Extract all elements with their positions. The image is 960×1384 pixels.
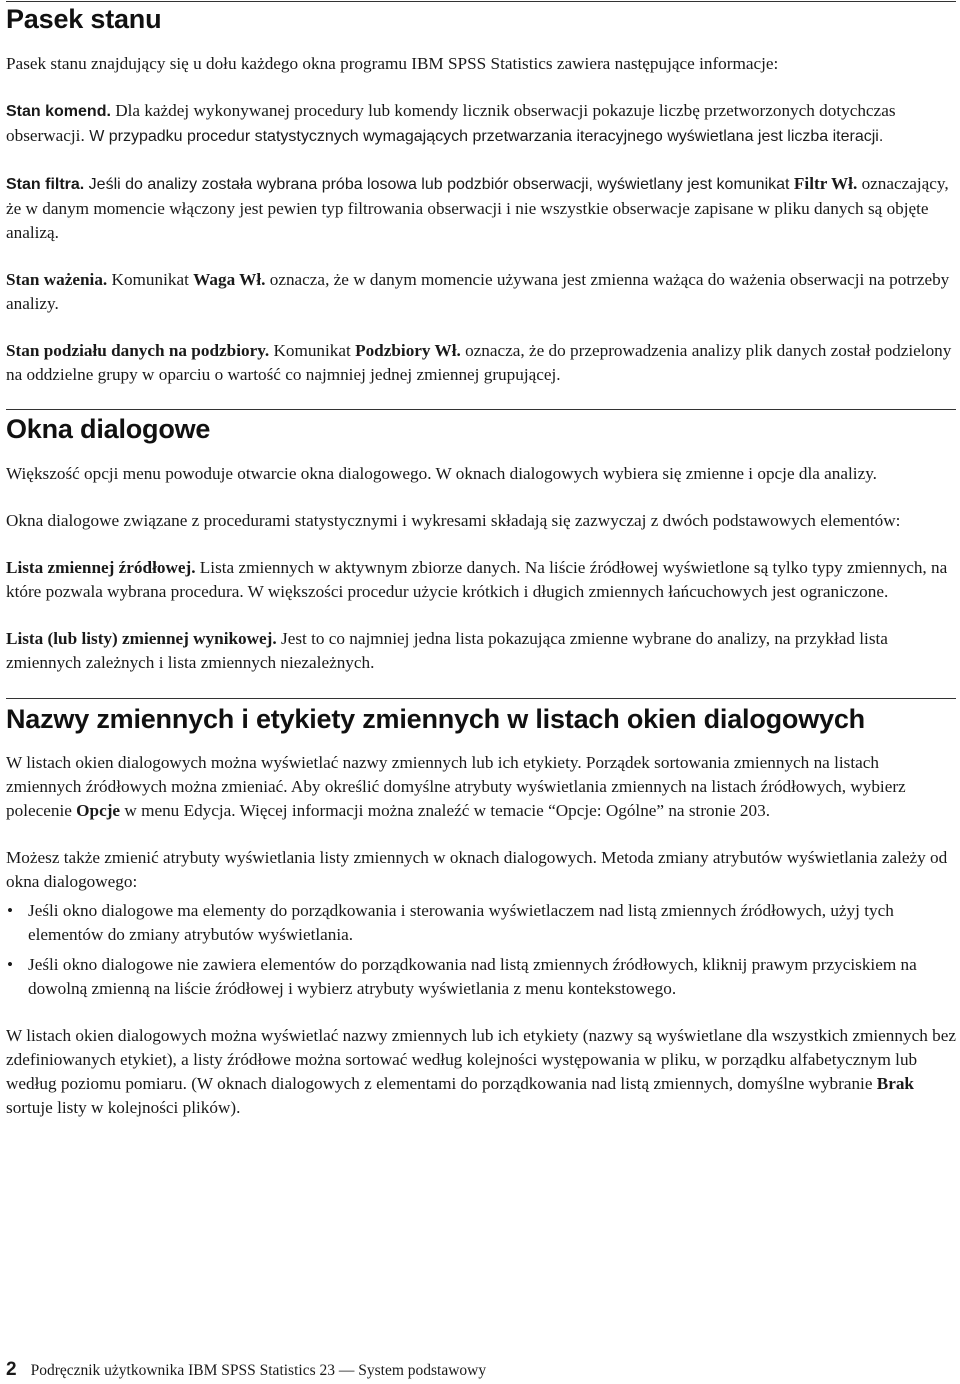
paragraph: Okna dialogowe związane z procedurami statystycznymi i wykresami składają się zazwyczaj z dwóch podstawowych elementów:: [6, 511, 901, 530]
section-divider: [6, 409, 956, 410]
term: Lista (lub listy) zmiennej wynikowej.: [6, 629, 277, 648]
list-item: • Jeśli okno dialogowe nie zawiera elementów do porządkowania nad listą zmiennych źródłowych, kliknij prawym przyciskiem na dowolną zmienną na liście źródłowej i wybierz atrybuty wyświetlania z menu kontekstowego.: [7, 955, 917, 998]
term: Stan podziału danych na podzbiory.: [6, 341, 270, 360]
paragraph: W listach okien dialogowych można wyświetlać nazwy zmiennych lub ich etykiety. Porządek sortowania zmiennych na listach zmiennych źródłowych można zmieniać. Aby określić domyślne atrybuty wyświetlania zmiennych na listach źródłowych, wybierz polecenie Opcje w menu Edycja. Więcej informacji można znaleźć w temacie “Opcje: Ogólne” na stronie 203.: [6, 753, 906, 820]
page-footer: [6, 1359, 486, 1381]
term: Stan komend.: [6, 103, 111, 120]
bullet-icon: •: [7, 955, 14, 974]
term: Lista zmiennej źródłowej.: [6, 558, 196, 577]
section-divider: [6, 1, 956, 2]
command: Brak: [876, 1074, 914, 1093]
term: Stan ważenia.: [6, 270, 108, 289]
paragraph: Stan komend. Dla każdej wykonywanej procedury lub komendy licznik obserwacji pokazuje liczbę przetworzonych dotychczas obserwacji. W przypadku procedur statystycznych wymagających przetwarzania iteracyjnego wyświetlana jest liczba iteracji.: [6, 101, 896, 145]
message: Podzbiory Wł.: [355, 341, 461, 360]
section-title: Okna dialogowe: [6, 414, 211, 444]
section-status-bar: [6, 1, 956, 387]
paragraph: Stan podziału danych na podzbiory. Komunikat Podzbiory Wł. oznacza, że do przeprowadzenia analizy plik danych został podzielony na oddzielne grupy w oparciu o wartość co najmniej jednej zmiennej grupującej.: [6, 341, 952, 384]
document-page: [6, 0, 956, 1120]
command: Opcje: [76, 801, 121, 820]
section-variable-names-labels: [6, 698, 956, 1120]
list-item: • Jeśli okno dialogowe ma elementy do porządkowania i sterowania wyświetlaczem nad listą zmiennych źródłowych, użyj tych elementów do zmiany atrybutów wyświetlania.: [7, 901, 894, 944]
page-number: 2: [6, 1359, 17, 1380]
footer-text: Podręcznik użytkownika IBM SPSS Statistics 23 — System podstawowy: [30, 1362, 487, 1379]
paragraph: Większość opcji menu powoduje otwarcie okna dialogowego. W oknach dialogowych wybiera się zmienne i opcje dla analizy.: [6, 464, 877, 483]
paragraph: Lista (lub listy) zmiennej wynikowej. Jest to co najmniej jedna lista pokazująca zmienne wybrane do analizy, na przykład lista zmiennych zależnych i lista zmiennych niezależnych.: [6, 629, 888, 672]
message: Waga Wł.: [193, 270, 266, 289]
bullet-icon: •: [7, 901, 14, 920]
paragraph: Stan filtra. Jeśli do analizy została wybrana próba losowa lub podzbiór obserwacji, wyświetlany jest komunikat Filtr Wł. oznaczający, że w danym momencie włączony jest pewien typ filtrowania obserwacji i nie wszystkie obserwacje zapisane w pliku danych są objęte analizą.: [6, 174, 949, 242]
section-title: Pasek stanu: [6, 4, 162, 34]
term: Stan filtra.: [6, 176, 85, 193]
paragraph: Pasek stanu znajdujący się u dołu każdego okna programu IBM SPSS Statistics zawiera następujące informacje:: [6, 54, 779, 73]
section-dialog-boxes: [6, 409, 956, 675]
paragraph: Możesz także zmienić atrybuty wyświetlania listy zmiennych w oknach dialogowych. Metoda zmiany atrybutów wyświetlania zależy od okna dialogowego:: [6, 848, 948, 891]
section-title: Nazwy zmiennych i etykiety zmiennych w listach okien dialogowych: [6, 704, 865, 734]
section-divider: [6, 698, 956, 699]
paragraph: W listach okien dialogowych można wyświetlać nazwy zmiennych lub ich etykiety (nazwy są wyświetlane dla wszystkich zmiennych bez zdefiniowanych etykiet), a listy źródłowe można sortować według kolejności występowania w pliku, w porządku alfabetycznym lub według poziomu pomiaru. (W oknach dialogowych z elementami do porządkowania nad listą zmiennych, domyślne wybranie Brak sortuje listy w kolejności plików).: [6, 1026, 956, 1117]
paragraph: Stan ważenia. Komunikat Waga Wł. oznacza, że w danym momencie używana jest zmienna ważąca do ważenia obserwacji na potrzeby analizy.: [6, 270, 950, 313]
message: Filtr Wł.: [793, 174, 858, 193]
bullet-list: [6, 899, 956, 1001]
paragraph: Lista zmiennej źródłowej. Lista zmiennych w aktywnym zbiorze danych. Na liście źródłowej wyświetlone są tylko typy zmiennych, na które pozwala wybrana procedura. W większości procedur użycie krótkich i długich zmiennych łańcuchowych jest ograniczone.: [6, 558, 948, 601]
